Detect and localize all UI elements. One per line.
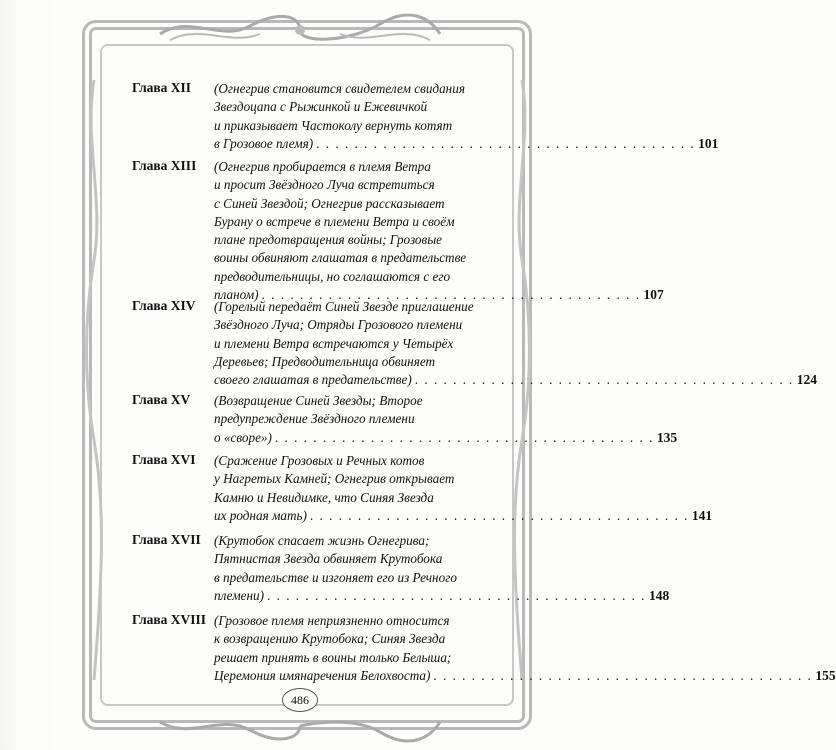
description-line: (Грозовое племя неприязненно относится <box>214 613 450 628</box>
description-line: (Крутобок спасает жизнь Огнегрива; <box>214 533 430 548</box>
chapter-description <box>214 158 664 304</box>
dot-leader: . . . . . . . . . . . . . . . . . . . . . . . . . . . . . . . . . . . . . . . . <box>309 507 689 523</box>
chapter-label: Глава XII <box>132 80 192 95</box>
description-line: с Синей Звездой; Огнегрив рассказывает <box>214 195 445 211</box>
page-ref: 135 <box>656 429 678 445</box>
description-line: (Огнегрив пробирается в племя Ветра <box>214 159 431 174</box>
description-line: и приказывает Частоколу вернуть котят <box>214 117 453 133</box>
description-line: Пятнистая Звезда обвиняет Крутобока <box>214 551 443 567</box>
description-line: (Сражение Грозовых и Речных котов <box>214 453 425 468</box>
description-line: (Горелый передаёт Синей Звезде приглашение <box>214 299 474 314</box>
chapter-label: Глава XVIII <box>132 612 207 627</box>
description-line: Звёздного Луча; Отряды Грозового племени <box>214 317 463 333</box>
top-ornament-icon <box>150 12 450 46</box>
description-last-line <box>214 667 836 685</box>
description-last-line <box>214 429 678 447</box>
page-number: 486 <box>282 688 318 712</box>
page-ref: 107 <box>643 287 664 303</box>
page-ref: 155 <box>815 667 836 683</box>
description-line: Бурану о встрече в племени Ветра и своём <box>214 213 455 229</box>
description-line: Деревьев; Предводительница обвиняет <box>214 353 436 369</box>
left-ornament-icon <box>84 80 104 680</box>
description-last-line <box>214 135 719 153</box>
description-line: воины обвиняют глашатая в предательстве <box>214 250 467 266</box>
chapter-description <box>214 612 836 685</box>
page-ref: 124 <box>796 372 817 388</box>
description-line: Звездоцапа с Рыжинкой и Ежевичкой <box>214 99 428 115</box>
description-line: в предательстве и изгоняет его из Речного <box>214 569 457 585</box>
chapter-description <box>214 298 817 389</box>
chapter-label: Глава XIII <box>132 158 197 173</box>
description-line: (Огнегрив становится свидетелем свидания <box>214 81 465 96</box>
page-ref: 141 <box>691 507 713 523</box>
dot-leader: . . . . . . . . . . . . . . . . . . . . . . . . . . . . . . . . . . . . . . . . <box>267 587 646 603</box>
dot-leader: . . . . . . . . . . . . . . . . . . . . . . . . . . . . . . . . . . . . . . . . <box>274 429 654 445</box>
description-line: и племени Ветра встречаются у Четырёх <box>214 335 454 351</box>
description-line: планом) <box>214 287 259 303</box>
description-line: Камню и Невидимке, что Синяя Звезда <box>214 489 434 505</box>
description-line: у Нагретых Камней; Огнегрив открывает <box>214 471 455 487</box>
description-line: к возвращению Крутобока; Синяя Звезда <box>214 631 446 647</box>
description-line: предводительницы, но соглашаются с его <box>214 268 451 284</box>
description-last-line <box>214 507 713 525</box>
chapter-label: Глава XV <box>132 392 191 407</box>
description-line: их родная мать) <box>214 507 307 523</box>
description-line: о «своре») <box>214 429 272 445</box>
description-last-line <box>214 371 817 389</box>
description-line: Церемония имянаречения Белохвоста) <box>214 667 431 683</box>
description-line: (Возвращение Синей Звезды; Второе <box>214 393 423 408</box>
description-line: в Грозовое племя) <box>214 135 314 151</box>
chapter-label: Глава XVI <box>132 452 196 467</box>
dot-leader: . . . . . . . . . . . . . . . . . . . . . . . . . . . . . . . . . . . . . . . . <box>316 135 696 151</box>
chapter-description <box>214 532 670 605</box>
bottom-ornament-icon <box>150 712 450 742</box>
description-line: своего глашатая в предательстве) <box>214 372 412 388</box>
dot-leader: . . . . . . . . . . . . . . . . . . . . . . . . . . . . . . . . . . . . . . . . <box>261 287 641 303</box>
description-line: решает принять в воины только Белыша; <box>214 649 452 665</box>
page-ref: 148 <box>648 587 670 603</box>
chapter-label: Глава XVII <box>132 532 201 547</box>
description-line: и просит Звёздного Луча встретиться <box>214 177 435 193</box>
dot-leader: . . . . . . . . . . . . . . . . . . . . . . . . . . . . . . . . . . . . . . . . <box>433 667 813 683</box>
chapter-label: Глава XIV <box>132 298 196 313</box>
description-line: племени) <box>214 587 264 603</box>
dot-leader: . . . . . . . . . . . . . . . . . . . . . . . . . . . . . . . . . . . . . . . . <box>414 372 794 388</box>
chapter-description <box>214 392 678 447</box>
description-line: предупреждение Звёздного племени <box>214 411 415 427</box>
description-line: плане предотвращения войны; Грозовые <box>214 232 443 248</box>
page-ref: 101 <box>698 135 719 151</box>
description-last-line <box>214 587 670 605</box>
chapter-description <box>214 80 719 153</box>
chapter-description <box>214 452 713 525</box>
